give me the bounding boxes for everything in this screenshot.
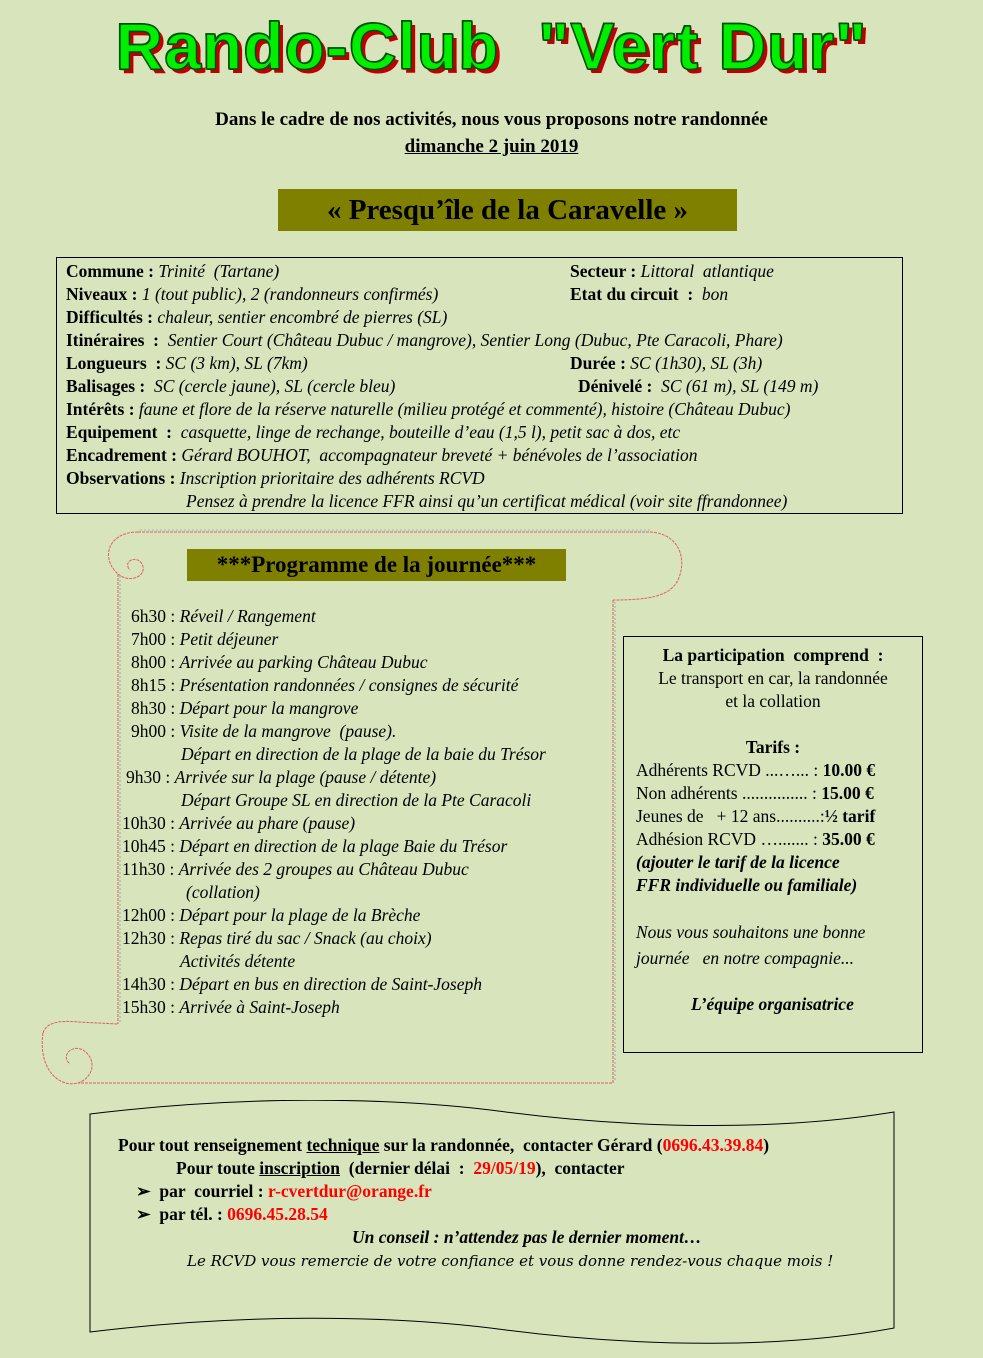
programme-time: 8h15 [131, 675, 166, 695]
tarif-value: 15.00 € [821, 783, 874, 803]
thanks-text: Le RCVD vous remercie de votre confiance et vous donne rendez-vous chaque mois ! [187, 1252, 834, 1270]
encadrement-label: Encadrement [66, 445, 167, 465]
observations-label: Observations [66, 468, 166, 488]
encadrement-value: Gérard BOUHOT, accompagnateur breveté + bénévoles de l’association [181, 445, 698, 465]
duree-label: Durée [570, 353, 616, 373]
programme-item [181, 790, 531, 811]
interets-label: Intérêts [66, 399, 125, 419]
advice-text: Un conseil : n’attendez pas le dernier moment… [352, 1227, 702, 1247]
programme-item [186, 882, 260, 903]
programme-text: Présentation randonnées / consignes de sécurité [179, 675, 519, 695]
denivele-label: Dénivelé [578, 376, 643, 396]
programme-text: (collation) [186, 882, 260, 902]
itineraires-row: Itinéraires : Sentier Court (Château Dubuc / mangrove), Sentier Long (Dubuc, Pte Caracoli, Phare) [66, 330, 783, 350]
programme-time: 15h30 [122, 997, 166, 1017]
programme-item: 8h30 : Départ pour la mangrove [131, 698, 359, 718]
programme-item: 6h30 : Réveil / Rangement [131, 606, 316, 626]
tarifs-heading: Tarifs : [745, 737, 801, 757]
programme-item: 7h00 : Petit déjeuner [131, 629, 279, 649]
programme-item: 9h30 : Arrivée sur la plage (pause / détente) [126, 767, 437, 787]
observations-value-2: Pensez à prendre la licence FFR ainsi qu’un certificat médical (voir site ffrandonnee) [186, 491, 788, 511]
contact-text: technique [306, 1135, 380, 1155]
programme-text: Petit déjeuner [179, 629, 279, 649]
equipement-value: casquette, linge de rechange, bouteille d’eau (1,5 l), petit sac à dos, etc [180, 422, 681, 442]
tarif-row [636, 760, 875, 781]
programme-text: Arrivée des 2 groupes au Château Dubuc [178, 859, 469, 879]
programme-time: 9h30 [126, 767, 161, 787]
tarif-value: 35.00 € [822, 829, 875, 849]
contact-inscription [176, 1158, 625, 1179]
email-link[interactable]: r-cvertdur@orange.fr [267, 1181, 432, 1201]
programme-item: 12h30 : Repas tiré du sac / Snack (au choix) [122, 928, 432, 948]
tarif-row [636, 783, 874, 804]
contact-text: (dernier délai : [340, 1158, 474, 1178]
programme-item: 10h30 : Arrivée au phare (pause) [122, 813, 356, 833]
programme-item [181, 744, 546, 765]
niveaux-value: 1 (tout public), 2 (randonneurs confirmés) [141, 284, 439, 304]
programme-text: Départ pour la plage de la Brèche [179, 905, 421, 925]
programme-time: 14h30 [122, 974, 166, 994]
participation-line-1: Le transport en car, la randonnée [658, 668, 888, 688]
secteur-label: Secteur [570, 261, 627, 281]
wish-line-1: Nous vous souhaitons une bonne [636, 922, 866, 942]
observations-value-1: Inscription prioritaire des adhérents RCVD [179, 468, 485, 488]
gerard-phone[interactable]: 0696.43.39.84 [662, 1135, 764, 1155]
programme-time: 8h00 [131, 652, 166, 672]
arrow-bullet-icon: ➢ [136, 1204, 151, 1224]
tarif-value: ½ tarif [824, 806, 876, 826]
programme-time: 11h30 [122, 859, 166, 879]
hike-date: dimanche 2 juin 2019 [404, 136, 579, 157]
mail-label: par courriel : [159, 1181, 264, 1201]
programme-heading: ***Programme de la journée*** [187, 549, 566, 581]
contact-text: Pour toute [176, 1158, 260, 1178]
programme-item: 12h00 : Départ pour la plage de la Brèche [122, 905, 421, 925]
licence-note-1: (ajouter le tarif de la licence [636, 852, 840, 872]
programme-text: Arrivée à Saint-Joseph [179, 997, 340, 1017]
contact-text: ), contacter [535, 1158, 625, 1178]
observations-row-2 [186, 491, 787, 512]
programme-text: Départ en direction de la plage de la baie du Trésor [181, 744, 546, 764]
contact-text: sur la randonnée, contacter Gérard ( [379, 1135, 663, 1155]
duree-value: SC (1h30), SL (3h) [630, 353, 763, 373]
contact-tel-row [136, 1204, 328, 1225]
programme-item: 10h45 : Départ en direction de la plage Baie du Trésor [122, 836, 508, 856]
denivele-value: SC (61 m), SL (149 m) [661, 376, 819, 396]
programme-text: Départ Groupe SL en direction de la Pte Caracoli [181, 790, 532, 810]
interets-row: Intérêts : faune et flore de la réserve naturelle (milieu protégé et commenté), histoire (Château Dubuc) [66, 399, 791, 419]
arrow-bullet-icon: ➢ [136, 1181, 151, 1201]
contact-text: ) [763, 1135, 770, 1155]
duree-row: Durée : SC (1h30), SL (3h) [570, 353, 763, 373]
programme-text: Arrivée sur la plage (pause / détente) [174, 767, 437, 787]
programme-text: Arrivée au phare (pause) [179, 813, 356, 833]
tarif-label: Adhérents RCVD ...…... : [636, 760, 819, 780]
difficultes-label: Difficultés [66, 307, 143, 327]
intro-text: Dans le cadre de nos activités, nous vous proposons notre randonnée [215, 109, 768, 130]
programme-item [180, 951, 295, 972]
organizer-signature: L’équipe organisatrice [691, 994, 854, 1014]
tel-label: par tél. : [159, 1204, 223, 1224]
etat-value: bon [701, 284, 729, 304]
participation-heading: La participation comprend : [662, 645, 884, 665]
club-title: Rando-Club "Vert Dur" [115, 9, 868, 83]
etat-row: Etat du circuit : bon [570, 284, 729, 304]
equipement-row: Equipement : casquette, linge de rechange, bouteille d’eau (1,5 l), petit sac à dos, etc [66, 422, 681, 442]
contact-text: inscription [259, 1158, 340, 1178]
programme-time: 12h00 [122, 905, 166, 925]
commune-value: Trinité (Tartane) [158, 261, 280, 281]
programme-text: Repas tiré du sac / Snack (au choix) [179, 928, 432, 948]
tarif-value: 10.00 € [822, 760, 876, 780]
programme-item: 8h00 : Arrivée au parking Château Dubuc [131, 652, 428, 672]
tarif-label: Adhésion RCVD …....... : [636, 829, 818, 849]
observations-row: Observations : Inscription prioritaire des adhérents RCVD [66, 468, 485, 488]
programme-time: 9h00 [131, 721, 166, 741]
programme-time: 10h30 [122, 813, 166, 833]
tarif-row [636, 806, 875, 827]
difficultes-row: Difficultés : chaleur, sentier encombré de pierres (SL) [66, 307, 448, 327]
denivele-row: Dénivelé : SC (61 m), SL (149 m) [578, 376, 819, 396]
etat-label: Etat du circuit [570, 284, 679, 304]
programme-text: Visite de la mangrove (pause). [179, 721, 397, 741]
contact-mail-row [136, 1181, 432, 1202]
programme-time: 10h45 [122, 836, 166, 856]
itineraires-value: Sentier Court (Château Dubuc / mangrove), Sentier Long (Dubuc, Pte Caracoli, Phare) [167, 330, 783, 350]
tarif-label: Jeunes de + 12 ans..........: [636, 806, 825, 826]
commune-row: Commune : Trinité (Tartane) [66, 261, 280, 281]
programme-text: Départ pour la mangrove [179, 698, 359, 718]
balisages-row: Balisages : SC (cercle jaune), SL (cercle bleu) [66, 376, 396, 396]
secteur-value: Littoral atlantique [640, 261, 774, 281]
programme-text: Départ en direction de la plage Baie du Trésor [179, 836, 508, 856]
interets-value: faune et flore de la réserve naturelle (milieu protégé et commenté), histoire (Château Dubuc) [138, 399, 791, 419]
participation-line-2: et la collation [725, 691, 821, 711]
licence-note-2: FFR individuelle ou familiale) [636, 875, 858, 895]
niveaux-row: Niveaux : 1 (tout public), 2 (randonneurs confirmés) [66, 284, 439, 304]
difficultes-value: chaleur, sentier encombré de pierres (SL) [157, 307, 448, 327]
contact-technique [118, 1135, 769, 1156]
programme-item: 11h30 : Arrivée des 2 groupes au Château Dubuc [122, 859, 469, 879]
deadline-date: 29/05/19 [473, 1158, 536, 1178]
programme-text: Réveil / Rangement [179, 606, 316, 626]
contact-text: Pour tout renseignement [118, 1135, 307, 1155]
participation-box [623, 636, 923, 1053]
tarif-row [636, 829, 875, 850]
longueurs-label: Longueurs [66, 353, 147, 373]
niveaux-label: Niveaux [66, 284, 128, 304]
programme-text: Arrivée au parking Château Dubuc [179, 652, 428, 672]
programme-time: 7h00 [131, 629, 166, 649]
phone-link[interactable]: 0696.45.28.54 [227, 1204, 328, 1224]
hike-info-box [56, 257, 903, 514]
secteur-row: Secteur : Littoral atlantique [570, 261, 774, 281]
tarif-label: Non adhérents ............... : [636, 783, 817, 803]
programme-item: 9h00 : Visite de la mangrove (pause). [131, 721, 397, 741]
balisages-value: SC (cercle jaune), SL (cercle bleu) [154, 376, 396, 396]
programme-item: 15h30 : Arrivée à Saint-Joseph [122, 997, 340, 1017]
programme-item: 14h30 : Départ en bus en direction de Saint-Joseph [122, 974, 482, 994]
encadrement-row: Encadrement : Gérard BOUHOT, accompagnateur breveté + bénévoles de l’association [66, 445, 698, 465]
programme-time: 6h30 [131, 606, 166, 626]
commune-label: Commune [66, 261, 144, 281]
wish-line-2: journée en notre compagnie... [636, 948, 855, 968]
hike-title-banner: « Presqu’île de la Caravelle » [278, 189, 737, 231]
programme-time: 8h30 [131, 698, 166, 718]
longueurs-value: SC (3 km), SL (7km) [165, 353, 308, 373]
programme-time: 12h30 [122, 928, 166, 948]
programme-text: Départ en bus en direction de Saint-Joseph [179, 974, 482, 994]
itineraires-label: Itinéraires [66, 330, 145, 350]
balisages-label: Balisages [66, 376, 136, 396]
equipement-label: Equipement [66, 422, 158, 442]
longueurs-row: Longueurs : SC (3 km), SL (7km) [66, 353, 308, 373]
programme-item: 8h15 : Présentation randonnées / consignes de sécurité [131, 675, 519, 695]
programme-text: Activités détente [180, 951, 296, 971]
